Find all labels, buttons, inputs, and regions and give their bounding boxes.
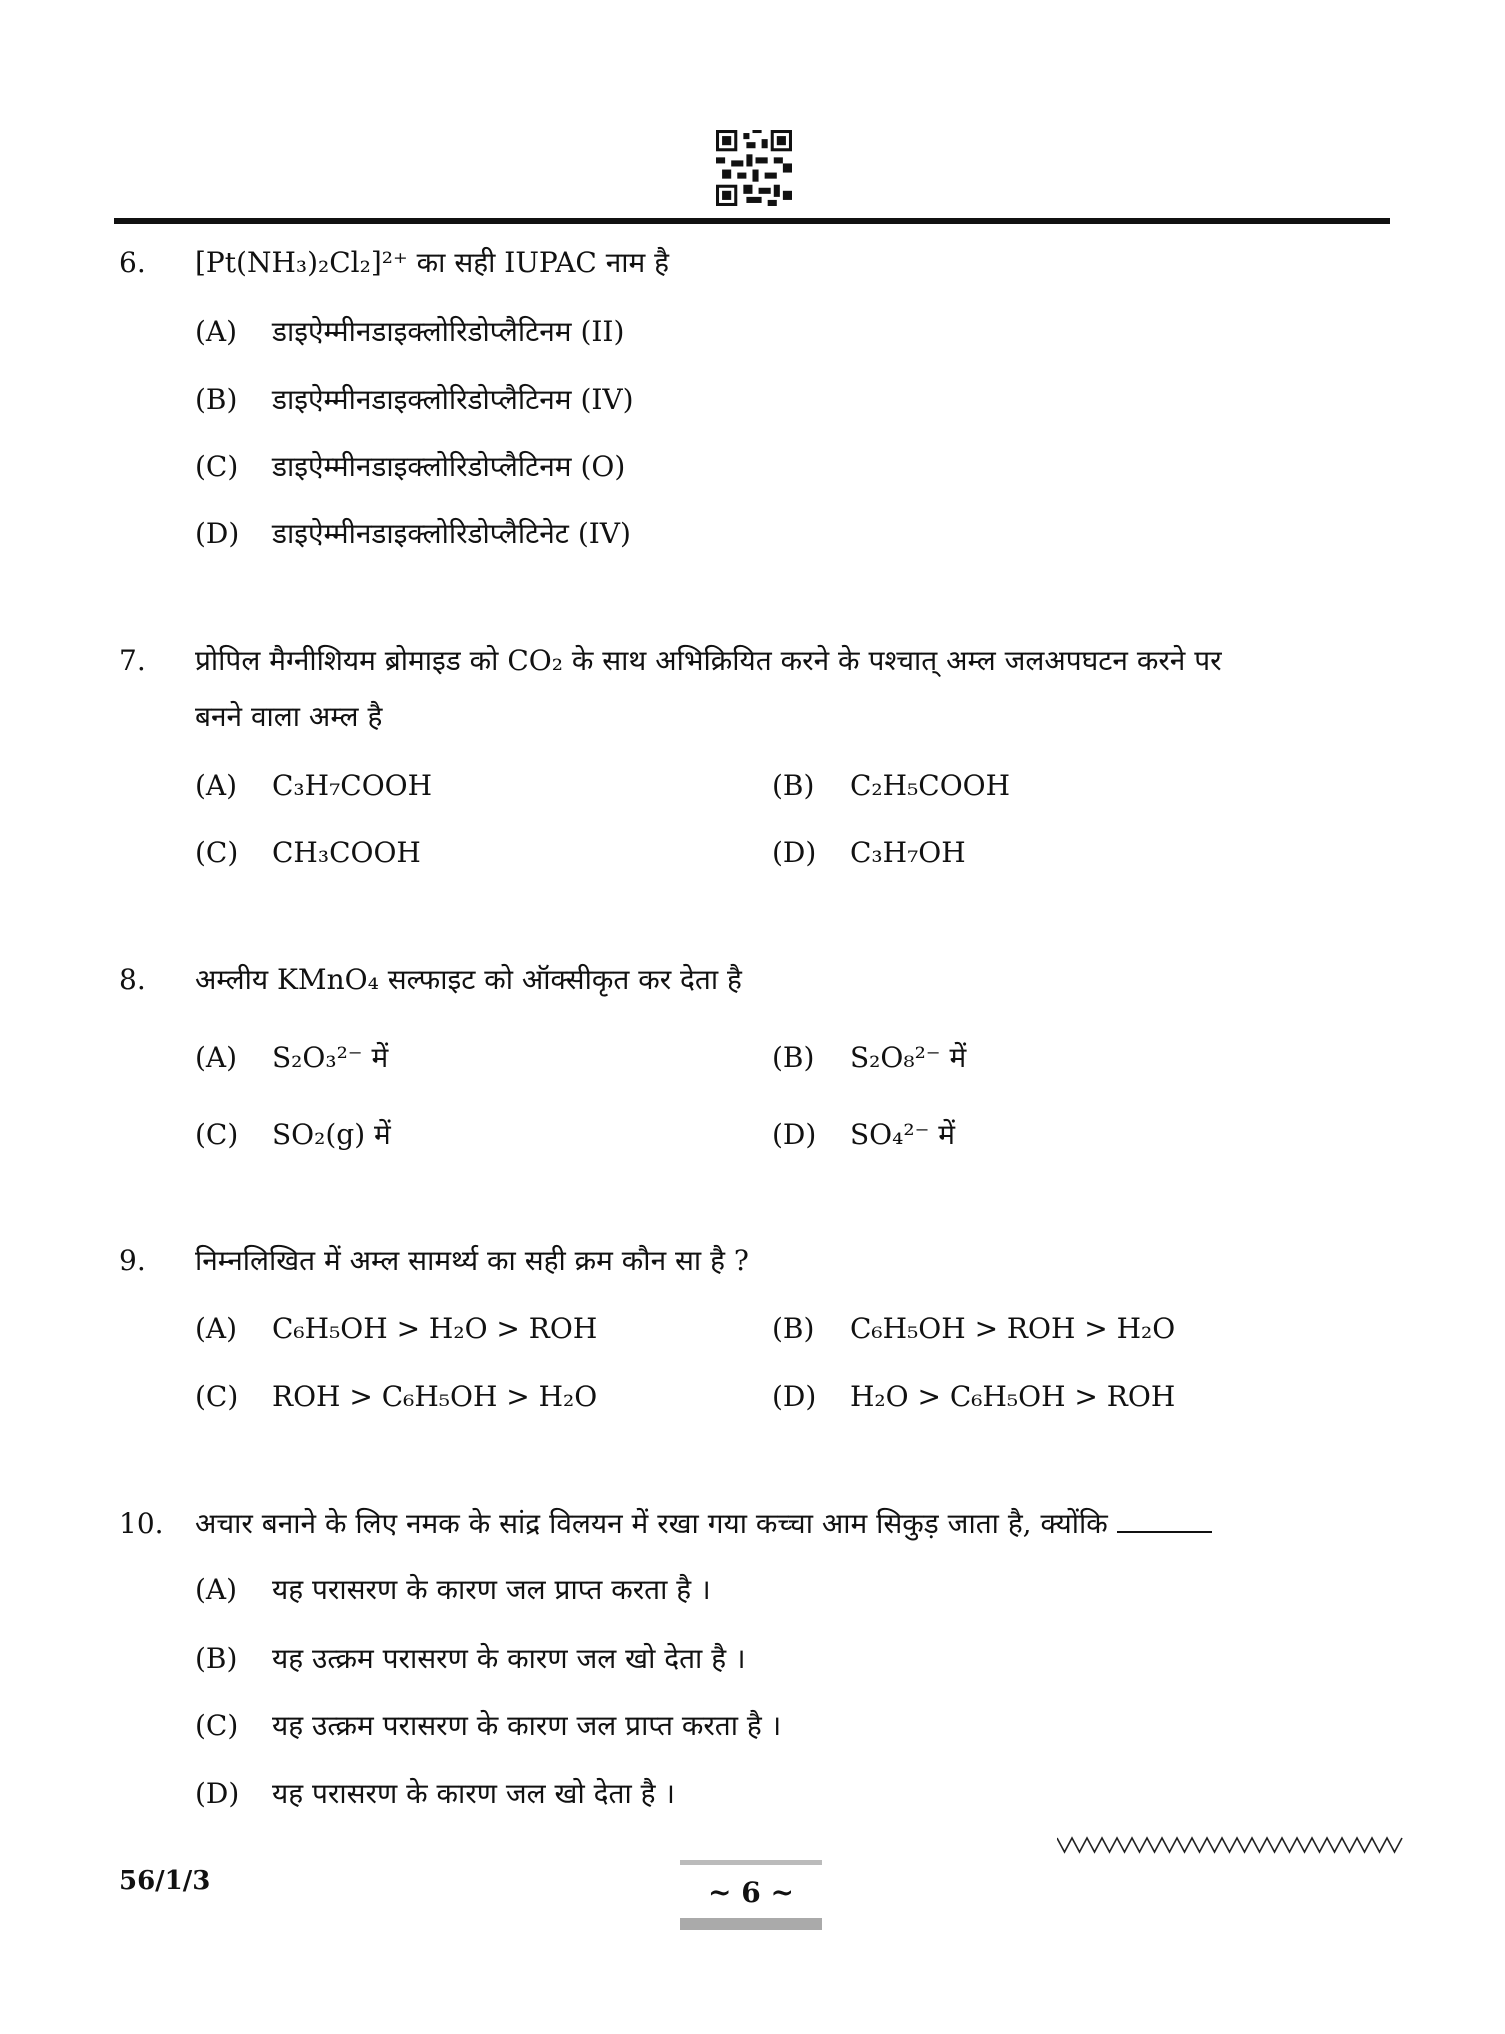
option-text: CH₃COOH	[272, 836, 421, 869]
option-text: यह उत्क्रम परासरण के कारण जल प्राप्त करता है ।	[272, 1709, 782, 1742]
option-text: यह परासरण के कारण जल खो देता है ।	[272, 1777, 675, 1810]
option-label: (D)	[195, 1777, 240, 1810]
question-number: 6.	[119, 246, 146, 279]
option-label: (D)	[195, 517, 240, 550]
option-text: डाइऐम्मीनडाइक्लोरिडोप्लैटिनम (IV)	[272, 383, 634, 416]
question-text: निम्नलिखित में अम्ल सामर्थ्य का सही क्रम कौन सा है ?	[195, 1244, 749, 1277]
question-text: अम्लीय KMnO₄ सल्फाइट को ऑक्सीकृत कर देता है	[195, 963, 742, 996]
page-number-bottom-bar	[680, 1918, 822, 1930]
option-text: डाइऐम्मीनडाइक्लोरिडोप्लैटिनम (O)	[272, 450, 626, 483]
page-number: ~ 6 ~	[708, 1876, 794, 1909]
option-text: ROH > C₆H₅OH > H₂O	[272, 1380, 598, 1413]
option-label: (C)	[195, 1709, 239, 1742]
question-number: 7.	[119, 644, 146, 677]
paper-code: 56/1/3	[119, 1866, 211, 1896]
option-text: यह उत्क्रम परासरण के कारण जल खो देता है ।	[272, 1642, 746, 1675]
option-label: (D)	[772, 836, 817, 869]
question-text: [Pt(NH₃)₂Cl₂]²⁺ का सही IUPAC नाम है	[195, 246, 670, 279]
option-text: S₂O₈²⁻ में	[850, 1041, 967, 1074]
option-text: यह परासरण के कारण जल प्राप्त करता है ।	[272, 1573, 711, 1606]
option-label: (A)	[195, 1573, 238, 1606]
page-number-top-bar	[680, 1860, 822, 1865]
option-text: डाइऐम्मीनडाइक्लोरिडोप्लैटिनम (II)	[272, 315, 625, 348]
option-label: (C)	[195, 836, 239, 869]
option-text: डाइऐम्मीनडाइक्लोरिडोप्लैटिनेट (IV)	[272, 517, 631, 550]
option-text: C₆H₅OH > ROH > H₂O	[850, 1312, 1176, 1345]
option-label: (B)	[195, 1642, 238, 1675]
option-text: C₆H₅OH > H₂O > ROH	[272, 1312, 598, 1345]
option-text: C₃H₇COOH	[272, 769, 433, 802]
option-text: SO₄²⁻ में	[850, 1118, 956, 1151]
option-label: (C)	[195, 450, 239, 483]
zigzag-divider	[1057, 1832, 1403, 1856]
option-label: (B)	[772, 1041, 815, 1074]
question-text-line-2: बनने वाला अम्ल है	[195, 700, 383, 733]
option-label: (D)	[772, 1380, 817, 1413]
option-label: (B)	[772, 769, 815, 802]
question-number: 8.	[119, 963, 146, 996]
option-text: S₂O₃²⁻ में	[272, 1041, 389, 1074]
option-label: (D)	[772, 1118, 817, 1151]
option-label: (A)	[195, 1041, 238, 1074]
option-label: (B)	[772, 1312, 815, 1345]
option-text: H₂O > C₆H₅OH > ROH	[850, 1380, 1176, 1413]
question-number: 9.	[119, 1244, 146, 1277]
option-label: (B)	[195, 383, 238, 416]
option-label: (A)	[195, 769, 238, 802]
option-text: C₂H₅COOH	[850, 769, 1011, 802]
option-label: (A)	[195, 1312, 238, 1345]
qr-code-icon	[716, 130, 792, 206]
question-number: 10.	[119, 1507, 164, 1540]
option-label: (C)	[195, 1380, 239, 1413]
answer-blank	[1117, 1509, 1212, 1533]
option-label: (C)	[195, 1118, 239, 1151]
question-text: अचार बनाने के लिए नमक के सांद्र विलयन में रखा गया कच्चा आम सिकुड़ जाता है, क्योंकि	[195, 1507, 1108, 1540]
header-rule	[114, 218, 1390, 224]
question-text: प्रोपिल मैग्नीशियम ब्रोमाइड को CO₂ के साथ अभिक्रियित करने के पश्चात् अम्ल जलअपघटन करने पर	[195, 644, 1222, 677]
question-text-wrap	[195, 1507, 1212, 1541]
option-text: C₃H₇OH	[850, 836, 966, 869]
option-text: SO₂(g) में	[272, 1118, 391, 1151]
option-label: (A)	[195, 315, 238, 348]
